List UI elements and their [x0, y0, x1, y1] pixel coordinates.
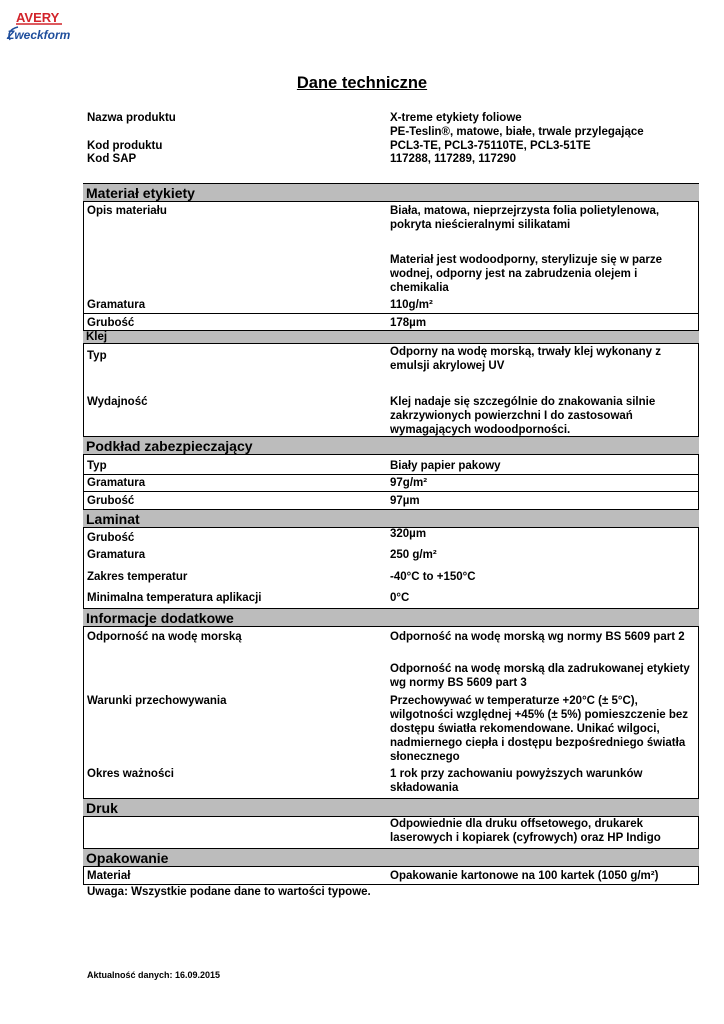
laminat-zakres-label: Zakres temperatur	[87, 571, 188, 583]
info-okres-value: 1 rok przy zachowaniu powyższych warunków składowania	[390, 768, 643, 794]
section-header-material: Materiał etykiety	[83, 183, 699, 202]
logo-line2: Zweckform	[7, 28, 71, 42]
info-warunki-value: Przechowywać w temperaturze +20°C (± 5°C), wilgotności względnej +45% (± 5%) pomieszczenie bez dostępu światła rekomendowane. Unikać wilgoci, nadmiernego ciepła i dostępu bezpośredniego światła słonecznego	[390, 695, 689, 763]
info-odpornosc-value-2: Odporność na wodę morską dla zadrukowanej etykiety wg normy BS 5609 part 3	[390, 663, 690, 689]
row-divider	[83, 313, 699, 314]
product-name-value-2: PE-Teslin®, matowe, białe, trwale przylegające	[390, 126, 644, 138]
page-title: Dane techniczne	[296, 74, 428, 92]
section-header-opakowanie: Opakowanie	[83, 848, 699, 867]
product-code-value: PCL3-TE, PCL3-75110TE, PCL3-51TE	[390, 140, 591, 152]
podklad-grubosc-value: 97µm	[390, 495, 420, 507]
laminat-min-temp-label: Minimalna temperatura aplikacji	[87, 592, 262, 604]
material-desc-value-2: Materiał jest wodoodporny, sterylizuje się w parze wodnej, odporny jest na zabrudzenia olejem i chemikalia	[390, 254, 663, 294]
laminat-grubosc-label: Grubość	[87, 532, 135, 544]
klej-typ-label: Typ	[87, 350, 107, 362]
note-text: Uwaga: Wszystkie podane dane to wartości typowe.	[87, 886, 371, 898]
laminat-zakres-value: -40°C to +150°C	[390, 571, 476, 583]
laminat-grubosc-value: 320µm	[390, 528, 427, 540]
material-gramatura-label: Gramatura	[87, 299, 146, 311]
product-code-label: Kod produktu	[87, 140, 163, 152]
klej-typ-value: Odporny na wodę morską, trwały klej wykonany z emulsji akrylowej UV	[390, 346, 661, 372]
sap-code-value: 117288, 117289, 117290	[390, 153, 517, 165]
info-okres-label: Okres ważności	[87, 768, 174, 780]
material-desc-label: Opis materiału	[87, 205, 167, 217]
section-header-klej: Klej	[83, 330, 699, 344]
laminat-gramatura-value: 250 g/m²	[390, 549, 437, 561]
section-header-druk: Druk	[83, 798, 699, 817]
updated-date: Aktualność danych: 16.09.2015	[87, 970, 221, 980]
podklad-gramatura-label: Gramatura	[87, 477, 146, 489]
laminat-min-temp-value: 0°C	[390, 592, 410, 604]
section-header-laminat: Laminat	[83, 509, 699, 528]
row-divider	[83, 491, 699, 492]
material-grubosc-value: 178µm	[390, 317, 427, 329]
info-odpornosc-value-1: Odporność na wodę morską wg normy BS 5609 part 2	[390, 631, 685, 643]
product-name-value-1: X-treme etykiety foliowe	[390, 112, 522, 124]
section-header-podklad: Podkład zabezpieczający	[83, 436, 699, 455]
klej-wydajnosc-value: Klej nadaje się szczególnie do znakowania silnie zakrzywionych powierzchni I do zastosowań wymagających wodoodporności.	[390, 396, 656, 436]
logo-line1: AVERY	[16, 10, 60, 25]
material-gramatura-value: 110g/m²	[390, 299, 433, 311]
sap-code-label: Kod SAP	[87, 153, 137, 165]
podklad-typ-label: Typ	[87, 460, 107, 472]
product-name-label: Nazwa produktu	[87, 112, 176, 124]
podklad-typ-value: Biały papier pakowy	[390, 460, 501, 472]
druk-value: Odpowiednie dla druku offsetowego, drukarek laserowych i kopiarek (cyfrowych) oraz HP Indigo	[390, 818, 661, 844]
opakowanie-material-value: Opakowanie kartonowe na 100 kartek (1050 g/m²)	[390, 870, 659, 882]
material-grubosc-label: Grubość	[87, 317, 135, 329]
section-header-info: Informacje dodatkowe	[83, 608, 699, 627]
material-desc-value-1: Biała, matowa, nieprzejrzysta folia polietylenowa, pokryta nieścieralnymi silikatami	[390, 205, 660, 231]
row-divider	[83, 474, 699, 475]
podklad-gramatura-value: 97g/m²	[390, 477, 428, 489]
klej-wydajnosc-label: Wydajność	[87, 396, 148, 408]
info-warunki-label: Warunki przechowywania	[87, 695, 227, 707]
avery-zweckform-logo	[4, 8, 74, 44]
opakowanie-material-label: Materiał	[87, 870, 131, 882]
podklad-grubosc-label: Grubość	[87, 495, 135, 507]
laminat-gramatura-label: Gramatura	[87, 549, 146, 561]
info-odpornosc-label: Odporność na wodę morską	[87, 631, 242, 643]
